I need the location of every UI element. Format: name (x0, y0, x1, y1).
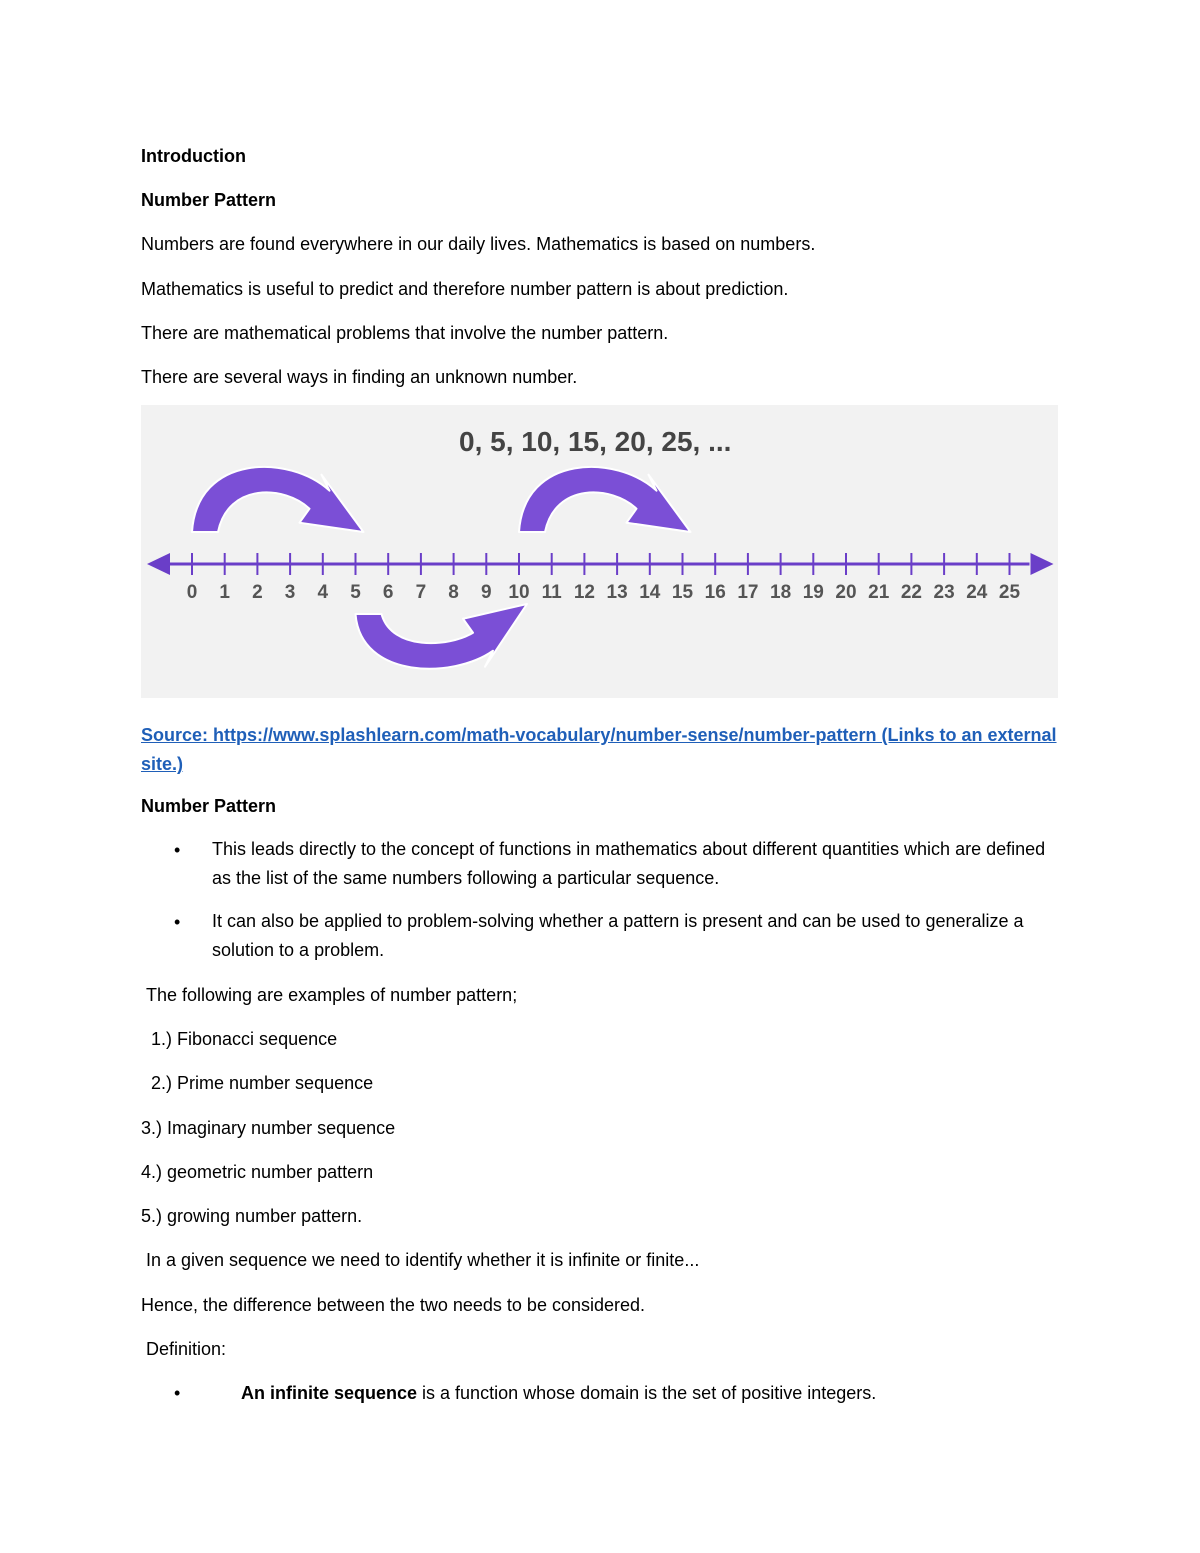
intro-paragraph: There are several ways in finding an unknown number. (141, 367, 578, 387)
example-item (141, 1161, 373, 1183)
intro-paragraph: There are mathematical problems that involve the number pattern. (141, 323, 669, 343)
axis-arrowhead-left (147, 553, 170, 575)
tick-label: 12 (573, 582, 595, 603)
tick-label: 11 (541, 582, 562, 603)
intro-paragraph: Numbers are found everywhere in our daily lives. Mathematics is based on numbers. (141, 234, 816, 254)
difference-note: Hence, the difference between the two needs to be considered. (141, 1295, 646, 1315)
example-item (141, 1205, 362, 1227)
tick-label: 1 (219, 582, 230, 603)
tick-label: 7 (415, 582, 427, 603)
tick-label: 18 (770, 582, 792, 603)
examples-intro: The following are examples of number pattern; (146, 985, 518, 1005)
bullet-icon: • (174, 912, 181, 932)
example-number: 2.) (151, 1073, 173, 1093)
number-line-labels (187, 582, 1021, 603)
sequence-note: In a given sequence we need to identify whether it is infinite or finite... (146, 1250, 700, 1270)
jump-arrow (519, 467, 691, 532)
number-line-graphic (141, 405, 1058, 698)
example-item (141, 1117, 395, 1139)
example-text: geometric number pattern (162, 1162, 374, 1182)
example-text: Imaginary number sequence (162, 1118, 396, 1138)
page-heading: Introduction (141, 146, 246, 166)
example-number: 4.) (141, 1162, 163, 1182)
tick-label: 24 (966, 582, 988, 603)
number-line-axis (147, 553, 1054, 575)
tick-label: 17 (737, 582, 759, 603)
example-number: 1.) (151, 1029, 173, 1049)
example-item (151, 1072, 373, 1094)
number-line-figure (141, 405, 1058, 698)
tick-label: 23 (933, 582, 955, 603)
tick-label: 20 (835, 582, 857, 603)
jump-arrow (192, 467, 364, 532)
example-number: 3.) (141, 1118, 163, 1138)
sequence-label: 0, 5, 10, 15, 20, 25, ... (459, 426, 732, 457)
definition-text: is a function whose domain is the set of positive integers. (417, 1383, 877, 1403)
tick-label: 2 (252, 582, 263, 603)
bullet-item: This leads directly to the concept of functions in mathematics about different quantities which are defined as the list of the same numbers following a particular sequence. (212, 839, 1046, 888)
tick-label: 6 (382, 582, 394, 603)
tick-label: 21 (868, 582, 890, 603)
example-text: Prime number sequence (172, 1073, 374, 1093)
jump-arrow (356, 604, 528, 669)
example-item (151, 1028, 337, 1050)
tick-label: 8 (448, 582, 459, 603)
tick-label: 4 (317, 582, 329, 603)
tick-label: 19 (802, 582, 824, 603)
jump-arrows (192, 467, 691, 669)
source-link[interactable]: Source: https://www.splashlearn.com/math-vocabulary/number-sense/number-pattern (Links to an external site.) (141, 725, 1057, 774)
definition-label: Definition: (146, 1339, 227, 1359)
tick-label: 14 (639, 582, 661, 603)
definition-item (241, 1382, 876, 1404)
tick-label: 25 (998, 582, 1021, 603)
tick-label: 15 (671, 582, 694, 603)
tick-label: 10 (508, 582, 530, 603)
bullet-item: It can also be applied to problem-solving whether a pattern is present and can be used to generalize a solution to a problem. (212, 911, 1024, 960)
intro-paragraph: Mathematics is useful to predict and therefore number pattern is about prediction. (141, 279, 789, 299)
tick-label: 0 (186, 582, 198, 603)
tick-label: 16 (704, 582, 726, 603)
bullet-icon: • (174, 1383, 181, 1403)
tick-label: 13 (606, 582, 628, 603)
bullet-icon: • (174, 840, 181, 860)
tick-label: 22 (900, 582, 922, 603)
axis-arrowhead-right (1031, 553, 1054, 575)
tick-label: 5 (350, 582, 361, 603)
tick-label: 3 (284, 582, 296, 603)
example-text: growing number pattern. (162, 1206, 363, 1226)
section-heading: Number Pattern (141, 190, 277, 210)
example-text: Fibonacci sequence (172, 1029, 338, 1049)
definition-term: An infinite sequence (241, 1383, 418, 1403)
tick-label: 9 (481, 582, 492, 603)
example-number: 5.) (141, 1206, 163, 1226)
section-heading: Number Pattern (141, 796, 277, 816)
